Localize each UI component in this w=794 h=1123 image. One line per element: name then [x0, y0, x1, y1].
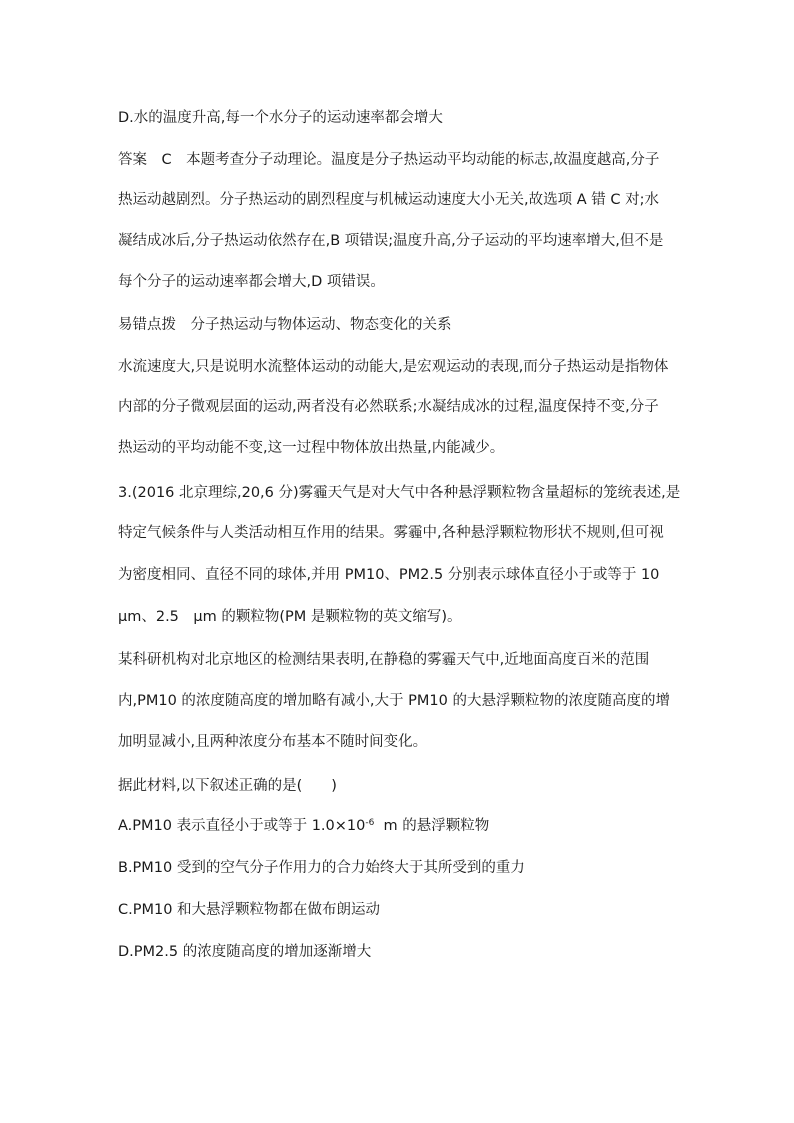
option-a-suffix: m 的悬浮颗粒物	[374, 818, 490, 834]
error-tip-heading: 易错点拨 分子热运动与物体运动、物态变化的关系	[118, 317, 452, 333]
question-3-prompt: 据此材料,以下叙述正确的是( )	[118, 778, 337, 794]
option-a[interactable]	[118, 816, 688, 836]
option-a-exponent: -6	[365, 818, 375, 828]
option-a-prefix: A.PM10 表示直径小于或等于 1.0×10	[118, 818, 366, 834]
question-3-line-7: 加明显减小,且两种浓度分布基本不随时间变化。	[118, 734, 428, 750]
option-c[interactable]: C.PM10 和大悬浮颗粒物都在做布朗运动	[118, 902, 381, 918]
answer-line-1: 答案 C 本题考查分子动理论。温度是分子热运动平均动能的标志,故温度越高,分子	[118, 152, 660, 168]
answer-line-4: 每个分子的运动速率都会增大,D 项错误。	[118, 274, 385, 290]
question-3-line-5: 某科研机构对北京地区的检测结果表明,在静稳的雾霾天气中,近地面高度百米的范围	[118, 652, 650, 668]
question-3-line-6: 内,PM10 的浓度随高度的增加略有减小,大于 PM10 的大悬浮颗粒物的浓度随高度的增	[118, 693, 670, 709]
question-3-line-2: 特定气候条件与人类活动相互作用的结果。雾霾中,各种悬浮颗粒物形状不规则,但可视	[118, 525, 664, 541]
error-tip-line-2: 内部的分子微观层面的运动,两者没有必然联系;水凝结成冰的过程,温度保持不变,分子	[118, 399, 659, 415]
error-tip-line-1: 水流速度大,只是说明水流整体运动的动能大,是宏观运动的表现,而分子热运动是指物体	[118, 359, 669, 375]
question-3-line-1: 3.(2016 北京理综,20,6 分)雾霾天气是对大气中各种悬浮颗粒物含量超标的笼统表述,是	[118, 485, 681, 501]
option-b[interactable]: B.PM10 受到的空气分子作用力的合力始终大于其所受到的重力	[118, 860, 525, 876]
answer-line-2: 热运动越剧烈。分子热运动的剧烈程度与机械运动速度大小无关,故选项 A 错 C 对;水	[118, 192, 659, 208]
question-3-line-4: μm、2.5 μm 的颗粒物(PM 是颗粒物的英文缩写)。	[118, 609, 462, 625]
answer-line-3: 凝结成冰后,分子热运动依然存在,B 项错误;温度升高,分子运动的平均速率增大,但不是	[118, 233, 664, 249]
error-tip-line-3: 热运动的平均动能不变,这一过程中物体放出热量,内能减少。	[118, 440, 505, 456]
option-d-previous-question: D.水的温度升高,每一个水分子的运动速率都会增大	[118, 110, 443, 126]
option-d[interactable]: D.PM2.5 的浓度随高度的增加逐渐增大	[118, 944, 372, 960]
question-3-line-3: 为密度相同、直径不同的球体,并用 PM10、PM2.5 分别表示球体直径小于或等于 10	[118, 567, 660, 583]
